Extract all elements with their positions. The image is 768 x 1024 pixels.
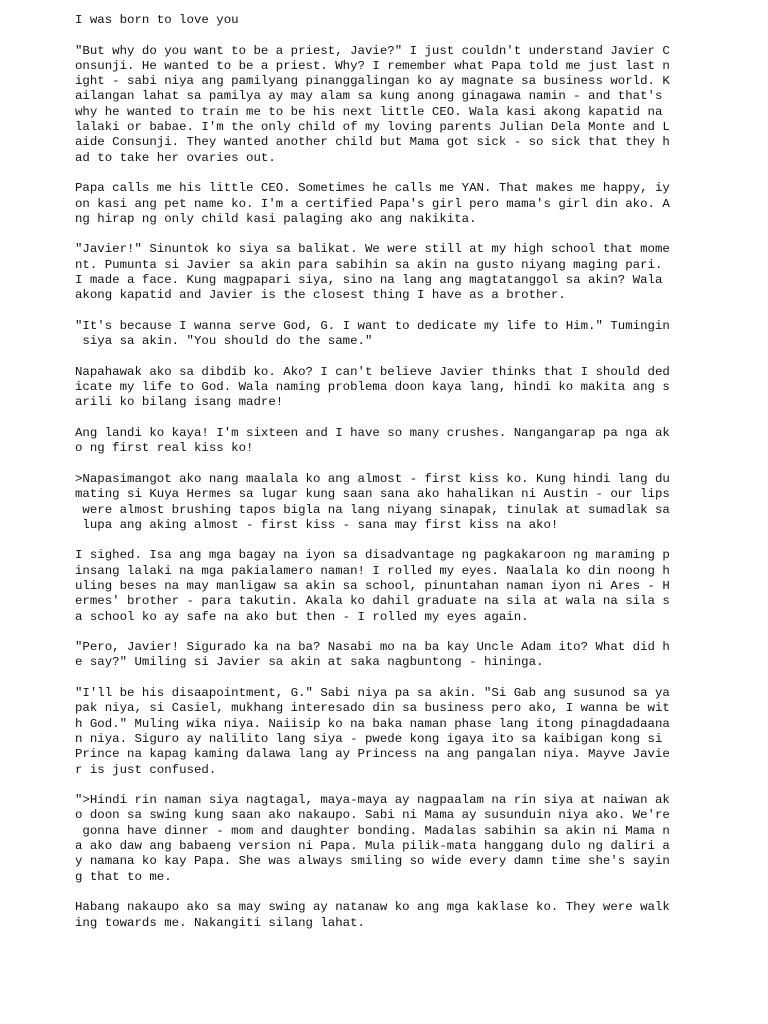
paragraph-gap — [75, 411, 695, 426]
text-line: o doon sa swing kung saan ako nakaupo. Sabi ni Mama ay susunduin niya ako. We're — [75, 808, 670, 823]
paragraph-gap — [75, 778, 695, 793]
text-line: n niya. Siguro ay nalilito lang siya - pwede kong igaya ito sa kaibigan kong si — [75, 731, 663, 746]
text-line: g that to me. — [75, 869, 172, 884]
text-line: "Javier!" Sinuntok ko siya sa balikat. We were still at my high school that mome — [75, 242, 670, 257]
paragraph — [75, 793, 695, 885]
text-line: Napahawak ako sa dibdib ko. Ako? I can't believe Javier thinks that I should ded — [75, 364, 670, 379]
text-line: Ang landi ko kaya! I'm sixteen and I have so many crushes. Nangangarap pa nga ak — [75, 426, 670, 441]
text-line: arili ko bilang isang madre! — [75, 395, 284, 410]
text-line: on kasi ang pet name ko. I'm a certified Papa's girl pero mama's girl din ako. A — [75, 196, 670, 211]
paragraph — [75, 181, 695, 227]
text-line: were almost brushing tapos bigla na lang niyang sinapak, tinulak at sumadlak sa — [75, 502, 670, 517]
paragraph — [75, 426, 695, 457]
document-body — [75, 28, 695, 931]
text-line: onsunji. He wanted to be a priest. Why? I remember what Papa told me just last n — [75, 58, 670, 73]
paragraph — [75, 900, 695, 931]
paragraph — [75, 242, 695, 303]
text-line: e say?" Umiling si Javier sa akin at saka nagbuntong - hininga. — [75, 655, 544, 670]
paragraph-gap — [75, 304, 695, 319]
text-line: h God." Muling wika niya. Naiisip ko na baka naman phase lang itong pinagdadaana — [75, 716, 670, 731]
paragraph — [75, 319, 695, 350]
document-page — [75, 13, 695, 931]
text-line: "Pero, Javier! Sigurado ka na ba? Nasabi mo na ba kay Uncle Adam ito? What did h — [75, 640, 670, 655]
text-line: gonna have dinner - mom and daughter bonding. Madalas sabihin sa akin ni Mama n — [75, 823, 670, 838]
text-line: lalaki or babae. I'm the only child of my loving parents Julian Dela Monte and L — [75, 120, 670, 135]
text-line: "I'll be his disaapointment, G." Sabi niya pa sa akin. "Si Gab ang susunod sa ya — [75, 686, 670, 701]
text-line: a ako daw ang babaeng version ni Papa. Mula pilik-mata hanggang dulo ng daliri a — [75, 839, 670, 854]
text-line: "But why do you want to be a priest, Javie?" I just couldn't understand Javier C — [75, 43, 670, 58]
paragraph-gap — [75, 350, 695, 365]
text-line: akong kapatid and Javier is the closest thing I have as a brother. — [75, 288, 566, 303]
text-line: Prince na kapag kaming dalawa lang ay Princess na ang pangalan niya. Mayve Javie — [75, 747, 670, 762]
text-line: ailangan lahat sa pamilya ay may alam sa kung anong ginagawa namin - and that's — [75, 89, 663, 104]
paragraph-gap — [75, 533, 695, 548]
text-line: ">Hindi rin naman siya nagtagal, maya-maya ay nagpaalam na rin siya at naiwan ak — [75, 793, 670, 808]
text-line: why he wanted to train me to be his next little CEO. Wala kasi akong kapatid na — [75, 104, 663, 119]
text-line: ermes' brother - para takutin. Akala ko dahil graduate na sila at wala na sila s — [75, 594, 670, 609]
text-line: insang lalaki na mga pakialamero naman! I rolled my eyes. Naalala ko din noong h — [75, 563, 670, 578]
text-line: aide Consunji. They wanted another child but Mama got sick - so sick that they h — [75, 135, 670, 150]
paragraph-gap — [75, 625, 695, 640]
text-line: icate my life to God. Wala naming problema doon kaya lang, hindi ko makita ang s — [75, 380, 670, 395]
text-line: lupa ang aking almost - first kiss - sana may first kiss na ako! — [75, 517, 559, 532]
text-line: siya sa akin. "You should do the same." — [75, 334, 373, 349]
text-line: mating si Kuya Hermes sa lugar kung saan sana ako hahalikan ni Austin - our lips — [75, 487, 670, 502]
text-line: I sighed. Isa ang mga bagay na iyon sa disadvantage ng pagkakaroon ng maraming p — [75, 548, 670, 563]
text-line: ight - sabi niya ang pamilyang pinanggalingan ko ay magnate sa business world. K — [75, 74, 670, 89]
paragraph-gap — [75, 457, 695, 472]
text-line: I made a face. Kung magpapari siya, sino na lang ang magtatanggol sa akin? Wala — [75, 273, 663, 288]
text-line: ing towards me. Nakangiti silang lahat. — [75, 915, 365, 930]
text-line: o ng first real kiss ko! — [75, 441, 254, 456]
text-line: >Napasimangot ako nang maalala ko ang almost - first kiss ko. Kung hindi lang du — [75, 471, 670, 486]
text-line: "It's because I wanna serve God, G. I want to dedicate my life to Him." Tumingin — [75, 318, 670, 333]
paragraph — [75, 365, 695, 411]
paragraph-gap — [75, 166, 695, 181]
paragraph-gap — [75, 227, 695, 242]
text-line: y namana ko kay Papa. She was always smiling so wide every damn time she's sayin — [75, 854, 670, 869]
text-line: r is just confused. — [75, 762, 217, 777]
text-line: uling beses na may manligaw sa akin sa school, pinuntahan naman iyon ni Ares - H — [75, 578, 670, 593]
paragraph-gap — [75, 28, 695, 43]
paragraph — [75, 640, 695, 671]
text-line: a school ko ay safe na ako but then - I rolled my eyes again. — [75, 609, 529, 624]
text-line: pak niya, si Casiel, mukhang interesado din sa business pero ako, I wanna be wit — [75, 701, 670, 716]
text-line: Papa calls me his little CEO. Sometimes he calls me YAN. That makes me happy, iy — [75, 181, 670, 196]
text-line: nt. Pumunta si Javier sa akin para sabihin sa akin na gusto niyang maging pari. — [75, 257, 663, 272]
paragraph — [75, 548, 695, 624]
paragraph — [75, 686, 695, 778]
text-line: Habang nakaupo ako sa may swing ay natanaw ko ang mga kaklase ko. They were walk — [75, 900, 670, 915]
paragraph — [75, 44, 695, 166]
text-line: ng hirap ng only child kasi palaging ako ang nakikita. — [75, 211, 477, 226]
document-title: I was born to love you — [75, 13, 239, 27]
text-line: ad to take her ovaries out. — [75, 150, 276, 165]
paragraph — [75, 472, 695, 533]
paragraph-gap — [75, 671, 695, 686]
paragraph-gap — [75, 885, 695, 900]
